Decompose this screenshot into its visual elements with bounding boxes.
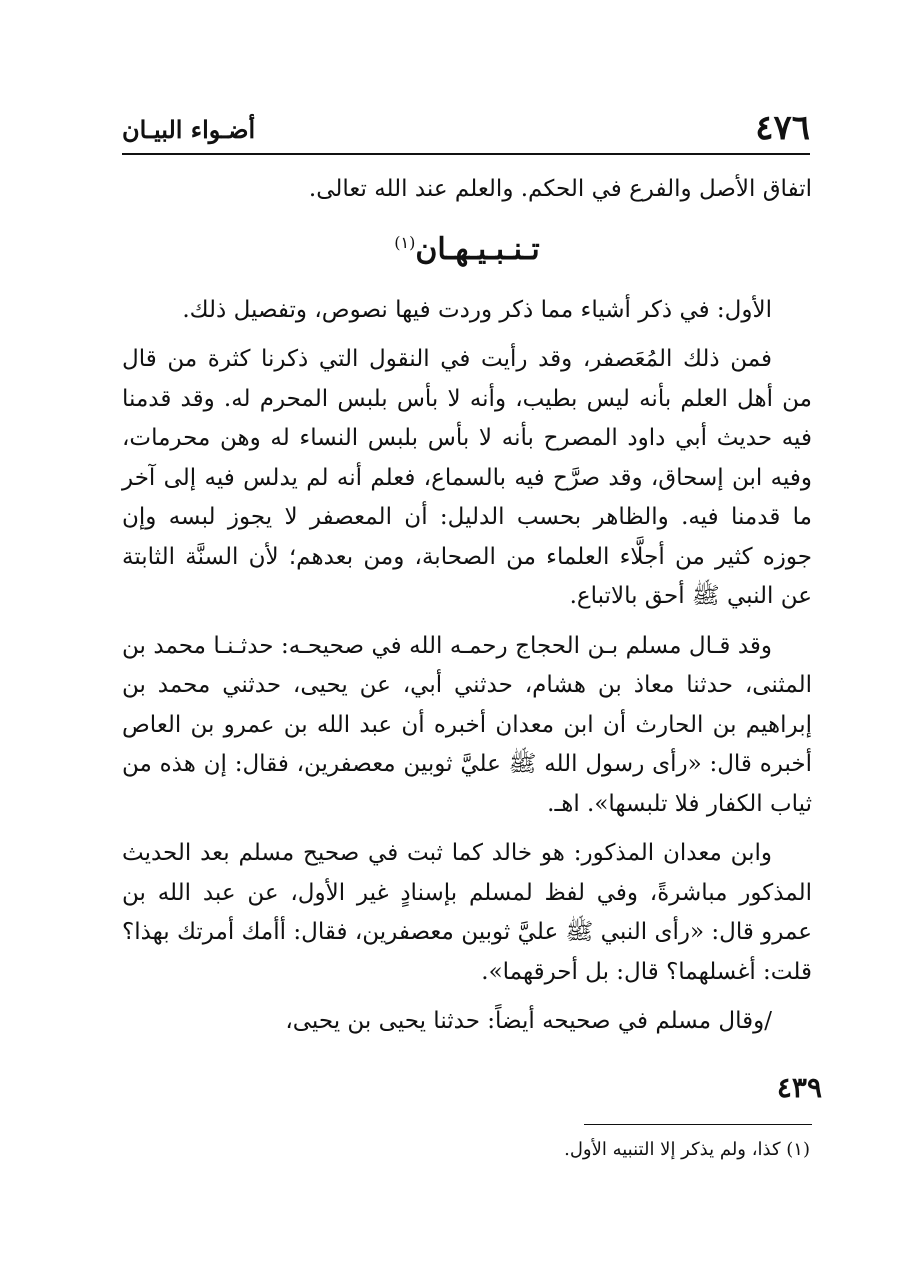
footnote: (١) كذا، ولم يذكر إلا التنبيه الأول. <box>564 1139 810 1160</box>
margin-page-reference: ٤٣٩ <box>776 1071 822 1104</box>
section-heading <box>122 220 812 273</box>
page-number: ٤٧٦ <box>755 108 810 148</box>
paragraph-continuation: /وقال مسلم في صحيحه أيضاً: حدثنا يحيى بن يحيى، <box>285 1008 772 1034</box>
paragraph-muslim-hadith: وقد قـال مسلم بـن الحجاج رحمـه الله في صحيحـه: حدثـنـا محمد بن المثنى، حدثنا معاذ بن هشام، حدثني أبي، عن يحيى، حدثني محمد بن إبراهيم بن الحارث أن ابن معدان أخبره أن عبد الله بن عمرو بن العاص أخبره قال: «رأى رسول الله ﷺ عليَّ ثوبين معصفرين، فقال: إن هذه من ثياب الكفار فلا تلبسها». اهـ. <box>122 632 812 817</box>
main-text <box>122 170 812 1052</box>
header-divider <box>122 153 810 155</box>
footnote-marker: (١) <box>394 232 416 252</box>
paragraph-muasfar: فمن ذلك المُعَصفر، وقد رأيت في النقول التي ذكرنا كثرة من قال من أهل العلم بأنه ليس بطيب، وأنه لا بأس بلبس المحرم له. وقد قدمنا فيه حديث أبي داود المصرح بأنه لا بأس بلبس النساء له وهن محرمات، وفيه ابن إسحاق، وقد صرَّح فيه بالسماع، فعلم أنه لم يدلس فيه إلى آخر ما قدمنا فيه. والظاهر بحسب الدليل: أن المعصفر لا يجوز لبسه وإن جوزه كثير من أجلَّاء العلماء من الصحابة، ومن بعدهم؛ لأن السنَّة الثابتة عن النبي ﷺ أحق بالاتباع. <box>122 346 812 609</box>
heading-text: تـنـبـيـهـان <box>415 231 540 267</box>
paragraph-first-note: الأول: في ذكر أشياء مما ذكر وردت فيها نصوص، وتفصيل ذلك. <box>182 296 772 323</box>
running-title: أضـواء البيـان <box>122 115 256 144</box>
opening-line: اتفاق الأصل والفرع في الحكم. والعلم عند الله تعالى. <box>308 176 812 202</box>
page-header <box>122 104 810 152</box>
footnote-divider <box>584 1124 812 1125</box>
paragraph-ibn-madan: وابن معدان المذكور: هو خالد كما ثبت في صحيح مسلم بعد الحديث المذكور مباشرةً، وفي لفظ لمسلم بإسنادٍ غير الأول، عن عبد الله بن عمرو قال: «رأى النبي ﷺ عليَّ ثوبين معصفرين، فقال: أأمك أمرتك بهذا؟ قلت: أغسلهما؟ قال: بل أحرقهما». <box>122 840 812 985</box>
